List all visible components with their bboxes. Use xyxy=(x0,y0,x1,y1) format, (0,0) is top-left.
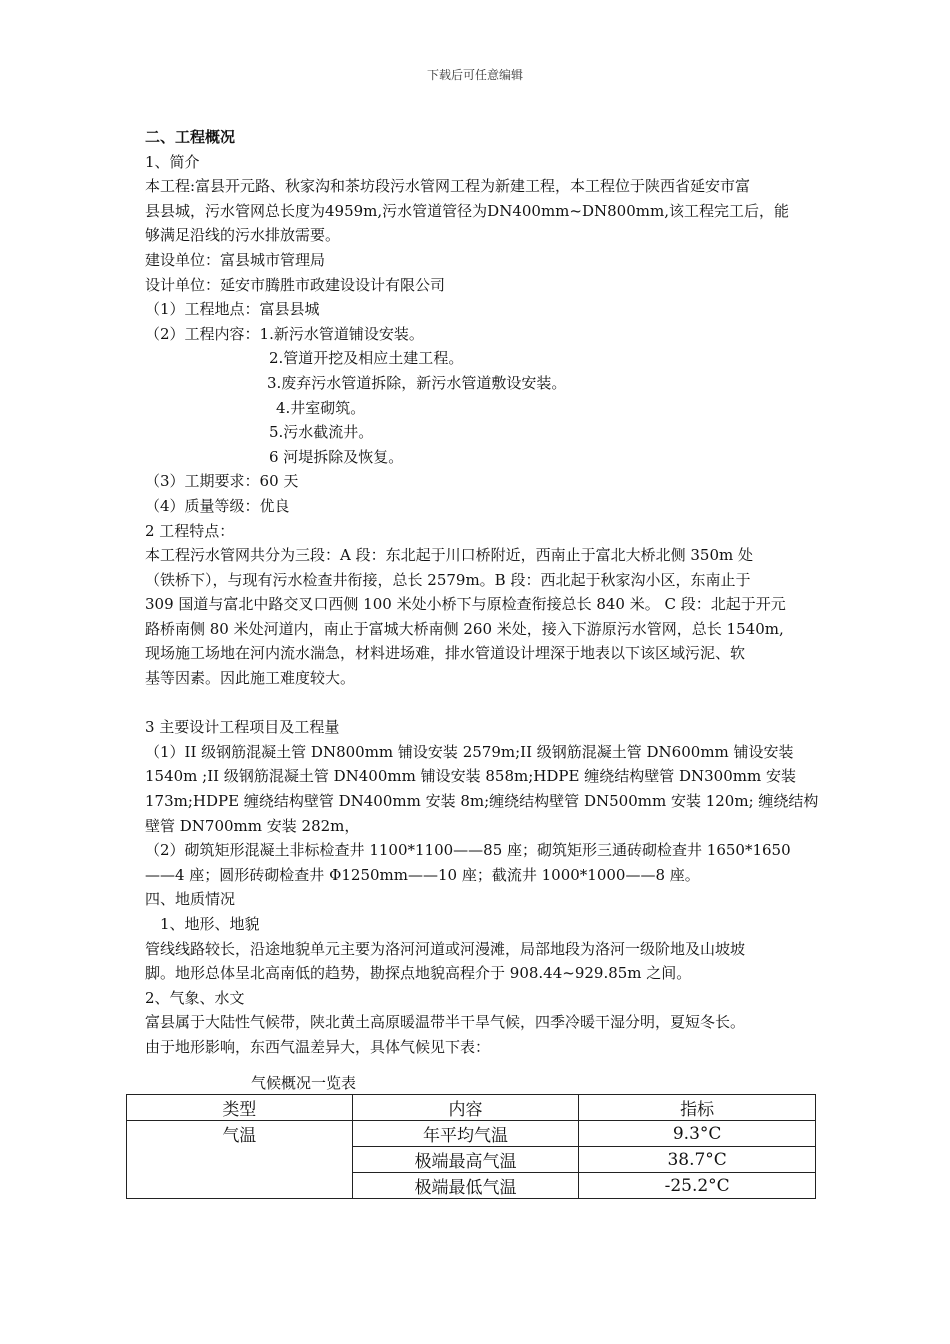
section-title: 二、工程概况 xyxy=(145,128,236,146)
table-title: 气候概况一览表 xyxy=(251,1074,357,1092)
table-header-row xyxy=(127,1095,816,1121)
quantities-line: 壁管 DN700mm 安装 282m， xyxy=(145,816,360,835)
build-unit: 建设单位：富县城市管理局 xyxy=(145,250,326,269)
features-line: 309 国道与富北中路交叉口西侧 100 米处小桥下与原检查衔接总长 840 米。 C 段：北起于开元 xyxy=(145,595,786,614)
features-line: 本工程污水管网共分为三段：A 段：东北起于川口桥附近，西南止于富北大桥北侧 350m 处 xyxy=(145,546,753,565)
climate-heading: 2、气象、水文 xyxy=(145,988,245,1007)
intro-line: 县县城，污水管网总长度为4959m,污水管道管径为DN400mm~DN800mm,该工程完工后，能 xyxy=(145,201,789,220)
content-item: 4.井室砌筑。 xyxy=(276,398,366,417)
quantities-line: ——4 座；圆形砖砌检查井 Φ1250mm——10 座；截流井 1000*1000——8 座。 xyxy=(145,865,700,884)
document-body xyxy=(145,125,827,1060)
features-line: 路桥南侧 80 米处河道内，南止于富城大桥南侧 260 米处，接入下游原污水管网，总长 1540m, xyxy=(145,619,784,638)
value-cell: 9.3°C xyxy=(579,1121,816,1147)
climate-line: 由于地形影响，东西气温差异大，具体气候见下表： xyxy=(145,1037,491,1056)
header-value: 指标 xyxy=(579,1095,816,1121)
features-line: （铁桥下），与现有污水检查井衔接，总长 2579m。B 段：西北起于秋家沟小区，东南止于 xyxy=(145,570,751,589)
features-line: 基等因素。因此施工难度较大。 xyxy=(145,669,356,688)
quantities-line: 1540m ;II 级钢筋混凝土管 DN400mm 铺设安装 858m;HDPE 缠绕结构壁管 DN300mm 安装 xyxy=(145,767,796,786)
terrain-line: 管线线路较长，沿途地貌单元主要为洛河河道或河漫滩，局部地段为洛河一级阶地及山坡坡 xyxy=(145,939,746,958)
project-duration: （3）工期要求：60 天 xyxy=(145,472,299,491)
quantities-line: （2）砌筑矩形混凝土非标检查井 1100*1100——85 座；砌筑矩形三通砖砌检查井 1650*1650 xyxy=(145,841,791,860)
content-item: 5.污水截流井。 xyxy=(269,423,374,442)
design-unit: 设计单位：延安市腾胜市政建设设计有限公司 xyxy=(145,275,446,294)
quantities-line: （1）II 级钢筋混凝土管 DN800mm 铺设安装 2579m;II 级钢筋混凝土管 DN600mm 铺设安装 xyxy=(145,742,794,761)
intro-line: 够满足沿线的污水排放需要。 xyxy=(145,226,341,245)
features-heading: 2 工程特点： xyxy=(145,521,235,540)
table-row xyxy=(127,1121,816,1147)
page-header-note: 下载后可任意编辑 xyxy=(426,68,523,82)
project-content: （2）工程内容：1.新污水管道铺设安装。 xyxy=(145,324,424,343)
type-cell: 气温 xyxy=(127,1121,353,1199)
content-cell: 极端最高气温 xyxy=(352,1147,579,1173)
quantities-line: 173m;HDPE 缠绕结构壁管 DN400mm 安装 8m;缠绕结构壁管 DN500mm 安装 120m; 缠绕结构 xyxy=(145,792,819,811)
terrain-line: 脚。地形总体呈北高南低的趋势，勘探点地貌高程介于 908.44~929.85m 之间。 xyxy=(145,964,692,983)
blank-line xyxy=(145,691,827,716)
terrain-heading: 1、地形、地貌 xyxy=(160,915,260,933)
features-line: 现场施工场地在河内流水湍急，材料进场难，排水管道设计埋深于地表以下该区域污泥、软 xyxy=(145,644,746,663)
quantities-heading: 3 主要设计工程项目及工程量 xyxy=(145,718,340,737)
geology-heading: 四、地质情况 xyxy=(145,890,236,909)
header-content: 内容 xyxy=(352,1095,579,1121)
value-cell: -25.2°C xyxy=(579,1173,816,1199)
climate-line: 富县属于大陆性气候带，陕北黄土高原暖温带半干旱气候，四季冷暖干湿分明，夏短冬长。 xyxy=(145,1013,746,1032)
value-cell: 38.7°C xyxy=(579,1147,816,1173)
project-location: （1）工程地点：富县县城 xyxy=(145,300,320,319)
intro-heading: 1、简介 xyxy=(145,152,200,171)
intro-line: 本工程:富县开元路、秋家沟和茶坊段污水管网工程为新建工程，本工程位于陕西省延安市富 xyxy=(145,177,751,196)
project-quality: （4）质量等级：优良 xyxy=(145,496,290,515)
content-cell: 极端最低气温 xyxy=(352,1173,579,1199)
content-cell: 年平均气温 xyxy=(352,1121,579,1147)
header-type: 类型 xyxy=(127,1095,353,1121)
content-item: 6 河堤拆除及恢复。 xyxy=(269,447,404,466)
climate-table xyxy=(126,1094,816,1199)
content-item: 3.废弃污水管道拆除，新污水管道敷设安装。 xyxy=(267,373,567,392)
content-item: 2.管道开挖及相应土建工程。 xyxy=(269,349,464,368)
